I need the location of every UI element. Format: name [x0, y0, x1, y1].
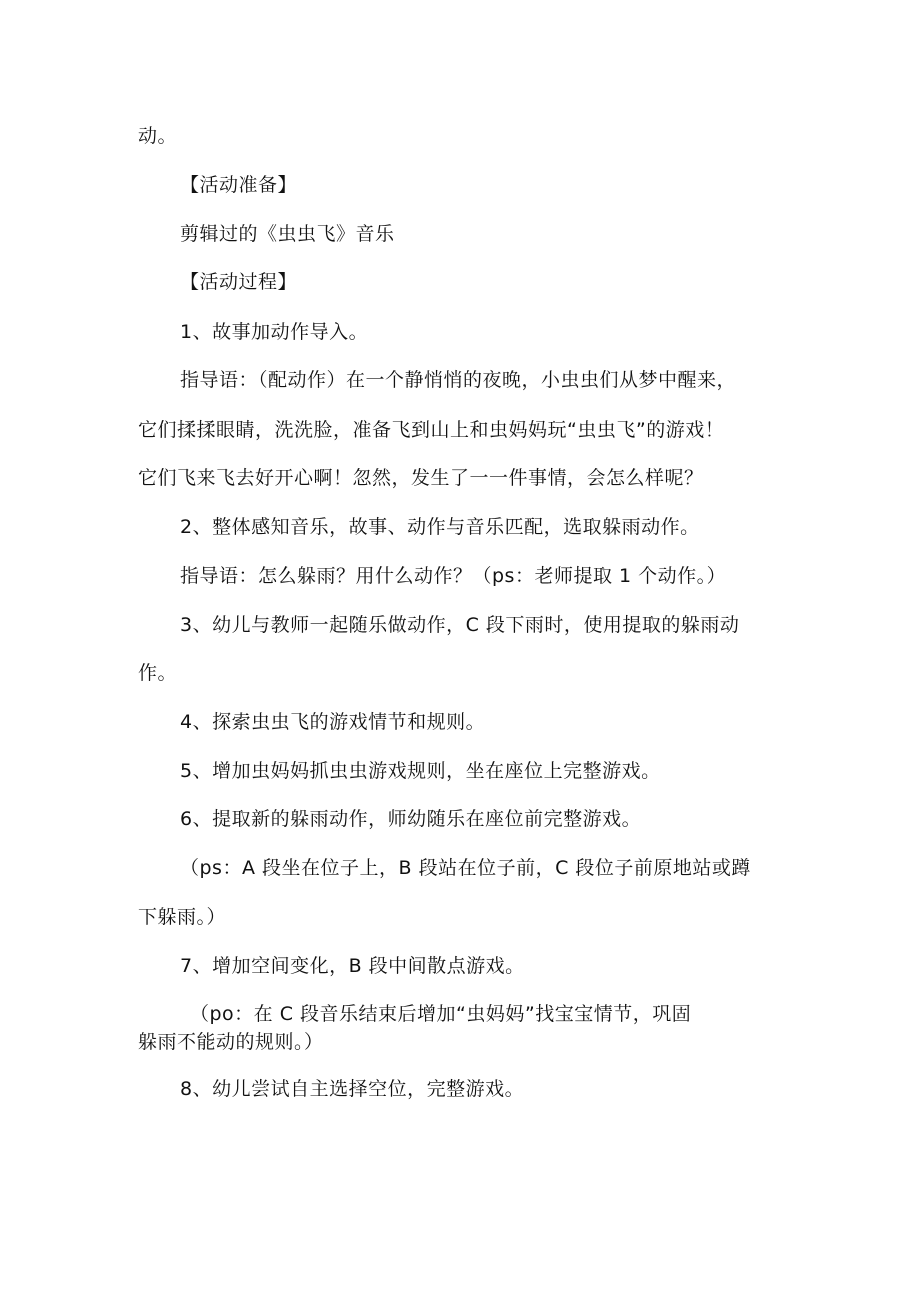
step-3-cont: 作。: [138, 662, 178, 684]
step-4: 4、探索虫虫飞的游戏情节和规则。: [180, 711, 486, 733]
step-3: 3、幼儿与教师一起随乐做动作，C 段下雨时，使用提取的躲雨动: [180, 614, 740, 636]
note-po-cont: 躲雨不能动的规则。）: [138, 1031, 324, 1053]
text-line-continuation: 动。: [138, 125, 178, 147]
guidance-text-1: 指导语：（配动作）在一个静悄悄的夜晚，小虫虫们从梦中醒来，: [180, 369, 737, 391]
section-heading-preparation: 【活动准备】: [180, 174, 298, 196]
preparation-text: 剪辑过的《虫虫飞》音乐: [180, 223, 395, 245]
guidance-text-1-cont2: 它们飞来飞去好开心啊！忽然，发生了一一件事情，会怎么样呢？: [138, 467, 704, 489]
guidance-text-2: 指导语：怎么躲雨？用什么动作？（ps：老师提取 1 个动作。）: [180, 565, 727, 587]
guidance-text-1-cont: 它们揉揉眼睛，洗洗脸，准备飞到山上和虫妈妈玩“虫虫飞”的游戏！: [138, 419, 725, 441]
note-ps-1-cont: 下躲雨。）: [138, 906, 227, 928]
step-7: 7、增加空间变化，B 段中间散点游戏。: [180, 955, 525, 977]
section-heading-process: 【活动过程】: [180, 271, 298, 293]
step-1: 1、故事加动作导入。: [180, 321, 369, 343]
step-6: 6、提取新的躲雨动作，师幼随乐在座位前完整游戏。: [180, 808, 642, 830]
note-ps-1: （ps：A 段坐在位子上，B 段站在位子前，C 段位子前原地站或蹲: [180, 857, 751, 879]
step-8: 8、幼儿尝试自主选择空位，完整游戏。: [180, 1078, 525, 1100]
step-5: 5、增加虫妈妈抓虫虫游戏规则，坐在座位上完整游戏。: [180, 760, 661, 782]
note-po: （po：在 C 段音乐结束后增加“虫妈妈”找宝宝情节，巩固: [190, 1003, 692, 1025]
step-2: 2、整体感知音乐，故事、动作与音乐匹配，选取躲雨动作。: [180, 516, 700, 538]
